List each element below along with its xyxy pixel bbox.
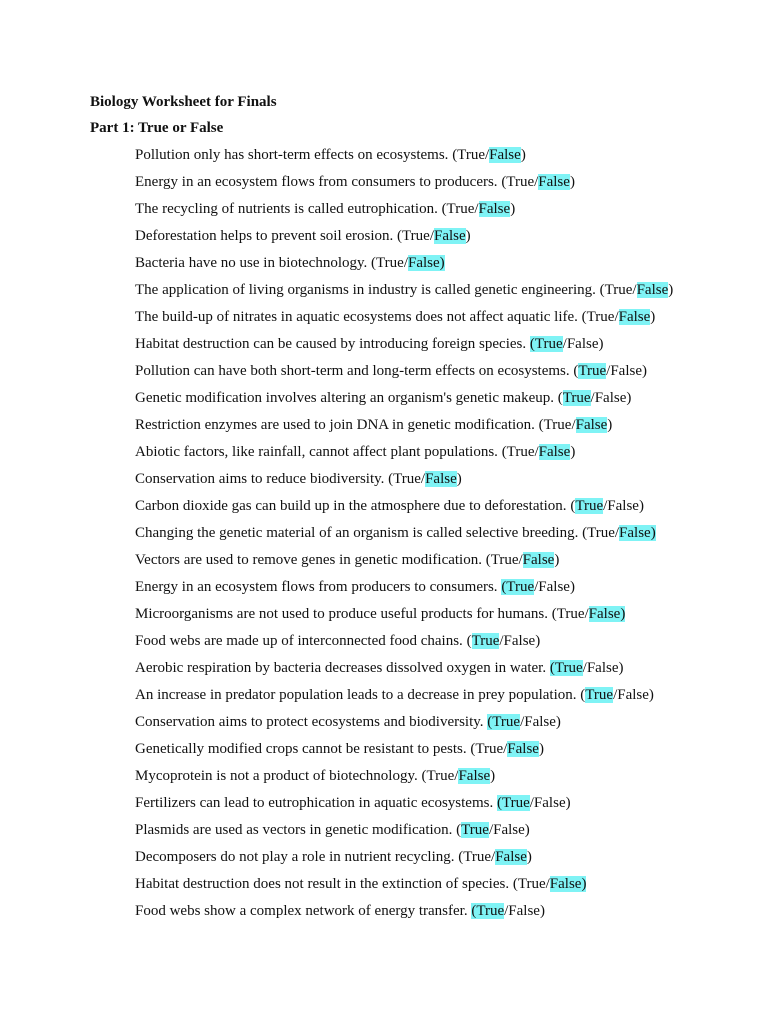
question-body <box>135 847 532 867</box>
highlighted-answer: False <box>425 471 457 487</box>
highlighted-answer: True <box>575 498 604 514</box>
question-body <box>135 496 644 516</box>
answer-suffix: /False) <box>603 498 644 514</box>
question-text: An increase in predator population leads to a decrease in prey population. <box>135 687 581 703</box>
answer-suffix: /False) <box>606 363 647 379</box>
question-text: Plasmids are used as vectors in genetic modification. <box>135 822 457 838</box>
question-text: The application of living organisms in industry is called genetic engineering. <box>135 282 600 298</box>
highlighted-answer: False <box>538 174 570 190</box>
question-body <box>135 793 571 813</box>
question-text: The recycling of nutrients is called eutrophication. <box>135 201 442 217</box>
question-text: Vectors are used to remove genes in genetic modification. <box>135 552 486 568</box>
highlighted-answer: False) <box>588 606 626 622</box>
question-text: Abiotic factors, like rainfall, cannot affect plant populations. <box>135 444 502 460</box>
answer-prefix: ( <box>456 822 462 838</box>
question-text: Carbon dioxide gas can build up in the atmosphere due to deforestation. <box>135 498 571 514</box>
answer-suffix: /False) <box>613 687 654 703</box>
question-text: Fertilizers can lead to eutrophication in aquatic ecosystems. <box>135 795 497 811</box>
answer-suffix: ) <box>465 228 471 244</box>
answer-suffix: /False) <box>520 714 561 730</box>
highlighted-answer: False <box>618 309 651 325</box>
question-body <box>135 523 656 543</box>
answer-prefix: (True/ <box>582 525 620 541</box>
answer-suffix: ) <box>607 417 613 433</box>
question-body <box>135 631 540 651</box>
question-text: Habitat destruction can be caused by introducing foreign species. <box>135 336 530 352</box>
answer-prefix: (True/ <box>485 552 523 568</box>
answer-suffix: ) <box>668 282 674 298</box>
answer-suffix: ) <box>554 552 560 568</box>
question-body <box>135 415 612 435</box>
question-body <box>135 469 462 489</box>
answer-prefix: (True/ <box>452 147 490 163</box>
answer-prefix: (True/ <box>458 849 496 865</box>
answer-suffix: /False) <box>499 633 541 649</box>
question-text: The build-up of nitrates in aquatic ecosystems does not affect aquatic life. <box>135 309 582 325</box>
highlighted-answer: (True <box>487 714 521 730</box>
question-text: Food webs show a complex network of energy transfer. <box>135 903 472 919</box>
highlighted-answer: (True <box>471 903 505 919</box>
question-text: Changing the genetic material of an organism is called selective breeding. <box>135 525 583 541</box>
question-body <box>135 145 526 165</box>
answer-suffix: ) <box>510 201 516 217</box>
highlighted-answer: True <box>471 633 500 649</box>
answer-suffix: /False) <box>529 795 571 811</box>
question-body <box>135 199 515 219</box>
answer-prefix: (True/ <box>421 768 459 784</box>
worksheet-title: Biology Worksheet for Finals <box>90 94 277 110</box>
question-text: Energy in an ecosystem flows from consumers to producers. <box>135 174 502 190</box>
question-text: Mycoprotein is not a product of biotechnology. <box>135 768 422 784</box>
highlighted-answer: (True <box>549 660 583 676</box>
question-body <box>135 388 631 408</box>
highlighted-answer: True <box>562 390 591 406</box>
answer-suffix: /False) <box>590 390 632 406</box>
question-body <box>135 604 625 624</box>
question-text: Bacteria have no use in biotechnology. <box>135 255 372 271</box>
question-body <box>135 577 575 597</box>
question-body <box>135 658 623 678</box>
question-body <box>135 442 575 462</box>
answer-suffix: /False) <box>582 660 624 676</box>
question-text: Genetically modified crops cannot be resistant to pests. <box>135 741 471 757</box>
highlighted-answer: True <box>585 687 614 703</box>
question-body <box>135 685 654 705</box>
answer-prefix: (True/ <box>470 741 508 757</box>
answer-prefix: (True/ <box>581 309 619 325</box>
highlighted-answer: (True <box>496 795 530 811</box>
answer-suffix: ) <box>570 444 576 460</box>
answer-suffix: /False) <box>562 336 604 352</box>
question-text: Conservation aims to reduce biodiversity. <box>135 471 389 487</box>
highlighted-answer: False <box>575 417 608 433</box>
part-heading: Part 1: True or False <box>90 120 224 136</box>
highlighted-answer: False) <box>549 876 587 892</box>
highlighted-answer: False) <box>619 525 656 541</box>
answer-suffix: ) <box>526 849 532 865</box>
question-body <box>135 550 559 570</box>
highlighted-answer: False <box>489 147 521 163</box>
question-text: Habitat destruction does not result in the extinction of species. <box>135 876 513 892</box>
highlighted-answer: (True <box>501 579 535 595</box>
question-text: Decomposers do not play a role in nutrient recycling. <box>135 849 459 865</box>
answer-prefix: (True/ <box>388 471 426 487</box>
highlighted-answer: (True <box>529 336 563 352</box>
highlighted-answer: True <box>578 363 607 379</box>
question-body <box>135 361 647 381</box>
answer-suffix: ) <box>490 768 496 784</box>
question-body <box>135 226 471 246</box>
answer-suffix: /False) <box>504 903 545 919</box>
answer-prefix: (True/ <box>538 417 576 433</box>
answer-suffix: /False) <box>488 822 530 838</box>
highlighted-answer: True <box>461 822 489 838</box>
answer-prefix: ( <box>580 687 586 703</box>
highlighted-answer: False <box>495 849 527 865</box>
question-body <box>135 253 445 273</box>
highlighted-answer: False <box>522 552 555 568</box>
question-text: Food webs are made up of interconnected food chains. <box>135 633 467 649</box>
answer-suffix: /False) <box>534 579 575 595</box>
question-text: Pollution only has short-term effects on ecosystems. <box>135 147 453 163</box>
question-text: Restriction enzymes are used to join DNA in genetic modification. <box>135 417 539 433</box>
question-body <box>135 172 575 192</box>
answer-suffix: ) <box>456 471 462 487</box>
question-text: Energy in an ecosystem flows from producers to consumers. <box>135 579 502 595</box>
answer-prefix: (True/ <box>501 174 539 190</box>
question-body <box>135 901 545 921</box>
highlighted-answer: False <box>507 741 539 757</box>
answer-prefix: (True/ <box>397 228 434 244</box>
question-text: Aerobic respiration by bacteria decreases dissolved oxygen in water. <box>135 660 550 676</box>
question-body <box>135 280 673 300</box>
highlighted-answer: False) <box>408 255 445 271</box>
answer-prefix: (True/ <box>551 606 589 622</box>
answer-suffix: ) <box>538 741 544 757</box>
question-body <box>135 739 544 759</box>
answer-suffix: ) <box>569 174 575 190</box>
answer-suffix: ) <box>650 309 656 325</box>
answer-prefix: ( <box>573 363 579 379</box>
answer-prefix: ( <box>570 498 576 514</box>
answer-prefix: (True/ <box>599 282 637 298</box>
question-text: Genetic modification involves altering an organism's genetic makeup. <box>135 390 558 406</box>
highlighted-answer: False <box>478 201 511 217</box>
question-text: Microorganisms are not used to produce useful products for humans. <box>135 606 552 622</box>
answer-prefix: (True/ <box>441 201 479 217</box>
question-text: Deforestation helps to prevent soil erosion. <box>135 228 398 244</box>
answer-prefix: ( <box>557 390 563 406</box>
question-body <box>135 766 495 786</box>
answer-prefix: (True/ <box>512 876 550 892</box>
answer-prefix: (True/ <box>501 444 539 460</box>
answer-suffix: ) <box>520 147 526 163</box>
highlighted-answer: False <box>458 768 491 784</box>
answer-prefix: (True/ <box>371 255 408 271</box>
highlighted-answer: False <box>433 228 466 244</box>
question-body <box>135 820 530 840</box>
question-body <box>135 874 586 894</box>
highlighted-answer: False <box>636 282 669 298</box>
question-text: Conservation aims to protect ecosystems and biodiversity. <box>135 714 488 730</box>
question-text: Pollution can have both short-term and long-term effects on ecosystems. <box>135 363 574 379</box>
question-body <box>135 334 604 354</box>
question-body <box>135 307 655 327</box>
answer-prefix: ( <box>466 633 472 649</box>
highlighted-answer: False <box>538 444 571 460</box>
question-body <box>135 712 561 732</box>
